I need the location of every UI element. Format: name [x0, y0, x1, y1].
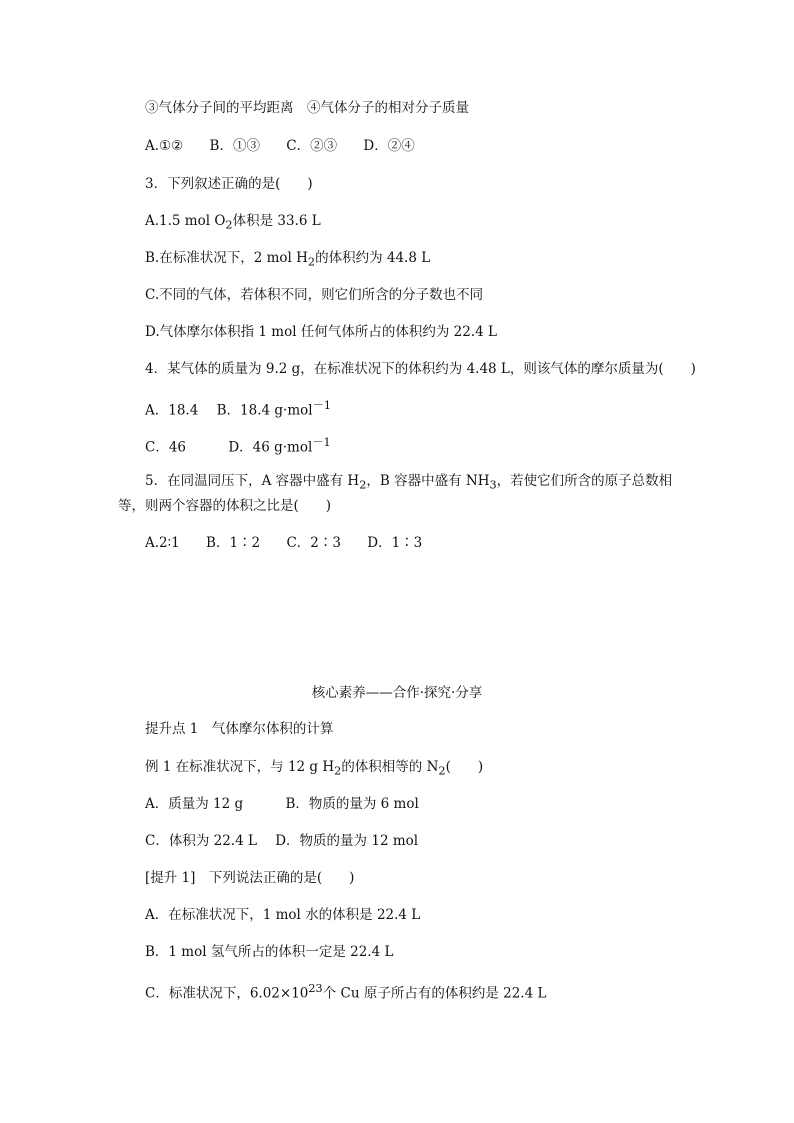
choice-d: D．②④ [363, 138, 415, 154]
up1-option-a: A．在标准状况下，1 mol 水的体积是 22.4 L [145, 907, 421, 923]
up1-option-b: B．1 mol 氢气所占的体积一定是 22.4 L [145, 944, 394, 960]
q5-choices: A.2∶1 B．1∶2 C．2∶3 D．1∶3 [145, 535, 423, 551]
q3-option-d: D.气体摩尔体积指 1 mol 任何气体所占的体积约为 22.4 L [145, 324, 497, 340]
choice-b: B．①③ [209, 138, 260, 154]
choice-a: A.①② [145, 138, 184, 154]
q4-options-cd: C．46 D．46 g·mol$^{-1}$ [145, 436, 331, 456]
q2-choices [145, 136, 415, 156]
point-title: 提升点 1 气体摩尔体积的计算 [145, 721, 334, 737]
q4-stem: 4．某气体的质量为 9.2 g，在标准状况下的体积约为 4.48 L，则该气体的摩尔质量为( ) [145, 361, 696, 377]
option-line: ③气体分子间的平均距离 ④气体分子的相对分子质量 [145, 100, 469, 116]
q5-stem-cont: 等，则两个容器的体积之比是( ) [118, 498, 332, 514]
example-1-options-cd: C．体积为 22.4 L D．物质的量为 12 mol [145, 833, 419, 849]
q3-stem: 3．下列叙述正确的是( ) [145, 176, 313, 192]
example-1-options-ab: A．质量为 12 g B．物质的量为 6 mol [145, 796, 419, 812]
q3-option-a: A.1.5 mol $O_2$体积是 33.6 L [145, 213, 321, 232]
choice-c: C．②③ [286, 138, 338, 154]
example-1-stem: 例 1 在标准状况下，与 12 g $H_2$的体积相等的 $N_2$( ) [145, 759, 484, 778]
q5-stem: 5．在同温同压下，A 容器中盛有 $H_2$，B 容器中盛有 $NH_3$，若使它们所含的原子总数相 [145, 473, 673, 492]
q3-option-c: C.不同的气体，若体积不同，则它们所含的分子数也不同 [145, 287, 484, 303]
up1-option-c: C．标准状况下，$6.02\times 10^{23}$个 Cu 原子所占有的体积约是 22.4 L [145, 982, 547, 1002]
q4-options-ab: A．18.4 B．18.4 g·mol$^{-1}$ [145, 399, 331, 419]
q3-option-b: B.在标准状况下，2 mol $H_2$的体积约为 44.8 L [145, 250, 431, 269]
section-title: 核心素养——合作·探究·分享 [311, 685, 483, 701]
up1-stem: [提升 1] 下列说法正确的是( ) [145, 870, 355, 886]
